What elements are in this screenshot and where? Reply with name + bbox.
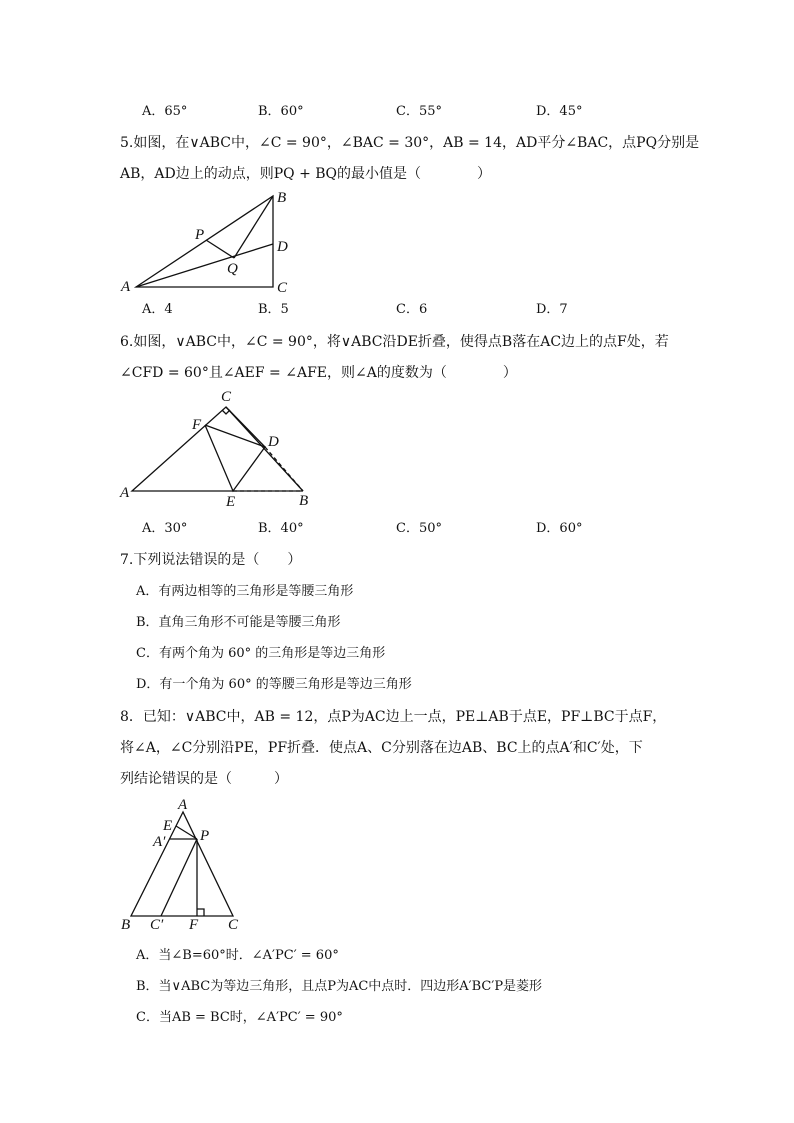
q8-stem-line3: 列结论错误的是（ ） (120, 771, 288, 787)
q8-option-a: A．当∠B=60°时．∠A′PC′ = 60° (136, 948, 339, 963)
q5-triangle-abc (136, 196, 273, 287)
q6-option-a: A．30° (142, 521, 188, 536)
q8-label-a-prime: A′ (153, 834, 166, 850)
q5-bisector-ad (136, 244, 273, 287)
q6-option-d: D．60° (536, 521, 583, 536)
q5-label-c: C (277, 280, 288, 296)
q5-label-a: A (121, 279, 131, 295)
q8-segment-pc-prime (161, 839, 197, 916)
q8-segment-ep (176, 826, 197, 839)
q6-folded-triangle-fde (205, 425, 265, 491)
q8-option-b: B．当∨ABC为等边三角形，且点P为AC中点时．四边形A′BC′P是菱形 (136, 979, 543, 994)
q5-option-b: B．5 (258, 302, 289, 317)
q5-stem-line2: AB，AD边上的动点，则PQ + BQ的最小值是（ ） (120, 166, 492, 182)
q6-label-b: B (299, 493, 309, 509)
q6-stem-line2: ∠CFD = 60°且∠AEF = ∠AFE，则∠A的度数为（ ） (120, 365, 517, 381)
q5-segment-pq (206, 240, 234, 258)
q4-option-d: D．45° (536, 104, 583, 119)
q6-label-c: C (221, 389, 232, 405)
q6-db-dashed (265, 447, 303, 491)
q6-label-e: E (226, 494, 236, 510)
q5-option-d: D．7 (536, 302, 568, 317)
q5-label-p: P (195, 227, 205, 243)
q8-option-c: C．当AB = BC时，∠A′PC′ = 90° (136, 1010, 343, 1025)
q5-label-b: B (277, 190, 287, 206)
q6-right-angle-mark (222, 410, 230, 414)
q6-label-f: F (192, 417, 202, 433)
q8-label-f: F (189, 917, 199, 933)
q8-stem-line2: 将∠A，∠C分别沿PE，PF折叠．使点A、C分别落在边AB、BC上的点A′和C′处，下 (120, 740, 643, 756)
q6-stem-line1: 6.如图，∨ABC中，∠C = 90°，将∨ABC沿DE折叠，使得点B落在AC边上的点F处，若 (120, 334, 669, 350)
q5-figure (115, 185, 305, 300)
q8-label-p: P (200, 828, 210, 844)
q6-label-d: D (268, 434, 279, 450)
q7-stem: 7.下列说法错误的是（ ） (120, 552, 302, 568)
q7-option-c: C．有两个角为 60° 的三角形是等边三角形 (136, 646, 386, 661)
q6-segment-cd (226, 407, 265, 447)
q8-triangle-abc (131, 812, 233, 916)
q7-option-a: A．有两边相等的三角形是等腰三角形 (136, 584, 354, 599)
q7-option-d: D．有一个角为 60° 的等腰三角形是等边三角形 (136, 677, 412, 692)
q8-label-c-prime: C′ (150, 917, 164, 933)
q6-figure (115, 385, 325, 513)
q8-label-a: A (178, 797, 188, 813)
q8-label-b: B (121, 917, 131, 933)
q8-right-angle-mark (197, 909, 204, 916)
q5-label-d: D (277, 239, 288, 255)
q5-option-c: C．6 (396, 302, 428, 317)
q8-label-e: E (163, 818, 173, 834)
q8-stem-line1: 8．已知：∨ABC中，AB = 12，点P为AC边上一点，PE⊥AB于点E，PF⊥BC于点F， (120, 709, 667, 725)
q6-label-a: A (120, 485, 130, 501)
q5-option-a: A．4 (142, 302, 173, 317)
q4-option-c: C．55° (396, 104, 442, 119)
q6-option-c: C．50° (396, 521, 442, 536)
q5-segment-qb (234, 196, 273, 258)
q8-label-c: C (228, 917, 239, 933)
q6-option-b: B．40° (258, 521, 304, 536)
q8-figure (115, 795, 250, 935)
q5-stem-line1: 5.如图，在∨ABC中，∠C = 90°，∠BAC = 30°，AB = 14，AD平分∠BAC，点PQ分别是 (120, 135, 700, 151)
q5-label-q: Q (227, 261, 238, 277)
q4-option-b: B．60° (258, 104, 304, 119)
q4-option-a: A．65° (142, 104, 188, 119)
q7-option-b: B．直角三角形不可能是等腰三角形 (136, 615, 341, 630)
